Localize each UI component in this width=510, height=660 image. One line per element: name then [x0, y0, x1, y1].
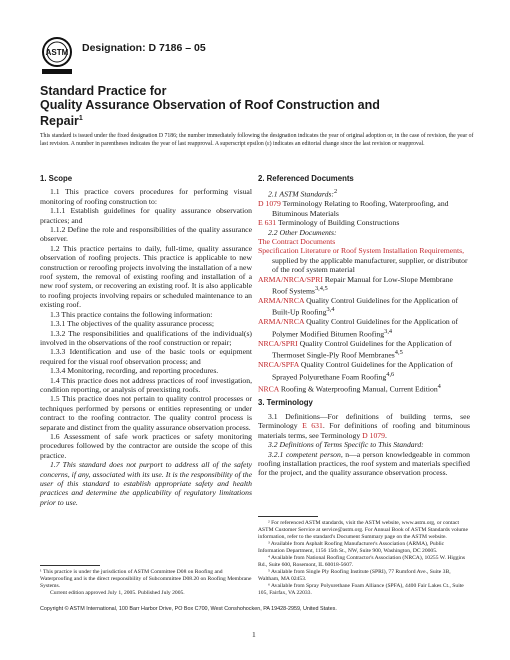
scope-1-1-1: 1.1.1 Establish guidelines for quality assurance observation practices; and	[40, 206, 252, 225]
footnote-3: ³ Available from Asphalt Roofing Manufacturer's Association (ARMA), Public Information Department, 1156 15th St., NW, Suite 900, Washington, DC 20005.	[258, 541, 445, 554]
footnote-5: ⁵ Available from Single Ply Roofing Institute (SPRI), 77 Rumford Ave., Suite 3B, Waltham, MA 02453.	[258, 569, 451, 582]
ref-e631: E 631 Terminology of Building Constructions	[258, 218, 400, 228]
scope-1-3-2: 1.3.2 The responsibilities and qualifications of the individual(s) involved in the observations of the roof construction or repair;	[40, 328, 252, 347]
issued-note: This standard is issued under the fixed designation D 7186; the number immediately following the designation indicates the year of original adoption or, in the case of revision, the year of last revision. A number in parentheses indicates the year of last reapproval. A superscript epsilon (ε) indicates an editorial change since the last revision or reapproval.	[40, 133, 474, 147]
title-line-1: Standard Practice for	[40, 84, 167, 98]
footnote-1-text: ¹ This practice is under the jurisdiction of ASTM Committee D08 on Roofing and Waterproofing and is the direct responsibility of Subcommittee D08.20 on Roofing Membrane Systems.	[40, 569, 252, 589]
ref-e631-link[interactable]: E 631	[258, 218, 277, 228]
left-column	[40, 174, 252, 507]
ref-d1079-link[interactable]: D 1079	[258, 199, 281, 209]
ref-nrca-manual-link[interactable]: NRCA	[258, 384, 279, 394]
scope-1-6: 1.6 Assessment of safe work practices or safety monitoring procedures followed by the contractor are outside the scope of this practice.	[40, 431, 252, 460]
ref-nrca-spri-link[interactable]: NRCA/SPRI	[258, 338, 298, 348]
scope-1-3-3: 1.3.3 Identification and use of the basic tools or equipment required for the visual roof observation process; and	[40, 347, 252, 366]
svg-text:ASTM: ASTM	[45, 48, 69, 57]
copyright-line: Copyright © ASTM International, 100 Barr Harbor Drive, PO Box C700, West Conshohocken, PA 19428-2959, United States.	[40, 606, 337, 612]
term-3-2: 3.2 Definitions of Terms Specific to This Standard:	[268, 440, 424, 450]
terminology-heading: 3. Terminology	[258, 398, 313, 408]
scope-1-1: 1.1 This practice covers procedures for performing visual monitoring of roofing construction to:	[40, 187, 252, 206]
scope-1-7: 1.7 This standard does not purport to address all of the safety concerns, if any, associated with its use. It is the responsibility of the user of this standard to establish appropriate safety and health practices and determine the applicability of regulatory limitations prior to use.	[40, 460, 252, 507]
footnote-2: ² For referenced ASTM standards, visit the ASTM website, www.astm.org, or contact ASTM Customer Service at service@astm.org. For Annual Book of ASTM Standards volume information, refer to the standard's Document Summary page on the ASTM website.	[258, 520, 468, 540]
footnote-rule-right	[258, 516, 318, 517]
page-number: 1	[252, 630, 256, 639]
title-line-3: Repair$^1$	[40, 114, 83, 129]
scope-1-4: 1.4 This practice does not address practices of roof investigation, condition reporting, or analysis of preexisting roofs.	[40, 375, 252, 394]
term-e631-link[interactable]: E 631	[302, 421, 323, 431]
scope-1-3: 1.3 This practice contains the following information:	[50, 309, 213, 319]
scope-1-1-2: 1.1.2 Define the role and responsibilities of the quality assurance observer.	[40, 225, 252, 244]
astm-logo	[40, 36, 74, 76]
ref-arma-nrca-spri: ARMA/NRCA/SPRI Repair Manual for Low-Slope Membrane Roof Systems$^{3,4,5}$	[258, 274, 453, 296]
footnote-6: ⁶ Available from Spray Polyurethane Foam Alliance (SPFA), 4400 Fair Lakes Ct., Suite 105, Fairfax, VA 22033.	[258, 583, 464, 596]
ref-nrca-spfa-link[interactable]: NRCA/SPFA	[258, 360, 299, 370]
ref-arma-nrca-bur: ARMA/NRCA Quality Control Guidelines for the Application of Built-Up Roofing$^{3,4}$	[258, 296, 459, 317]
ref-arma-nrca-pmb: ARMA/NRCA Quality Control Guidelines for the Application of Polymer Modified Bitumen Roofing$^{3,4}$	[258, 317, 459, 339]
footnote-rule	[40, 565, 100, 566]
ref-spec-link[interactable]: Specification Literature or Roof System Installation Requirements,	[258, 246, 465, 256]
term-d1079-link[interactable]: D 1079	[362, 430, 385, 440]
ref-arma-nrca-pmb-link[interactable]: ARMA/NRCA	[258, 317, 305, 327]
footnotes-right	[258, 516, 470, 597]
other-documents-label: 2.2 Other Documents:	[268, 227, 337, 237]
references-heading: 2. Referenced Documents	[258, 174, 354, 183]
designation: Designation: D 7186 – 05	[82, 42, 206, 54]
scope-heading: 1. Scope	[40, 174, 73, 183]
footnote-4: ⁴ Available from National Roofing Contractor's Association (NRCA), 10255 W. Higgins Rd., Suite 600, Rosemont, IL 60018-5607.	[258, 555, 466, 568]
document-title	[40, 84, 480, 128]
ref-spec-literature: Specification Literature or Roof System Installation Requirements, supplied by the applicable manufacturer, supplier, or distributor of the roof system material	[258, 246, 468, 275]
scope-1-3-1: 1.3.1 The objectives of the quality assurance process;	[50, 319, 215, 329]
term-3-2-1: 3.2.1 competent person, n—a person knowledgeable in common roofing installation practices, the roof system and materials specified for the project, and the quality assurance observation process.	[258, 449, 470, 478]
scope-1-2: 1.2 This practice pertains to daily, full-time, quality assurance observation of roofing projects. This practice is applicable to new construction or reroofing projects involving the installation of a new roof system, the removal of existing roofing and installation of a new roof system, or recovering an existing roof. It is also applicable to roofing projects involving repairs or scheduled maintenance to an existing roof.	[40, 243, 252, 310]
ref-nrca-manual: NRCA Roofing & Waterproofing Manual, Current Edition$^4$	[258, 382, 441, 394]
right-column	[258, 174, 470, 478]
scope-1-5: 1.5 This practice does not pertain to quality control processes or techniques performed by persons or entities representing or under contract to the roofing contractor. The quality control process is separate and distinct from the quality assurance observation process.	[40, 394, 252, 432]
ref-arma-nrca-bur-link[interactable]: ARMA/NRCA	[258, 296, 305, 305]
ref-d1079: D 1079 Terminology Relating to Roofing, Waterproofing, and Bituminous Materials	[258, 199, 449, 218]
ref-contract-documents[interactable]: The Contract Documents	[258, 237, 336, 246]
footnote-1-approved: Current edition approved July 1, 2005. Published July 2005.	[50, 590, 185, 596]
scope-1-3-4: 1.3.4 Monitoring, recording, and reporting procedures.	[50, 366, 219, 376]
term-3-1: 3.1 Definitions—For definitions of building terms, see Terminology E 631. For definitions of roofing and bituminous materials terms, see Terminology D 1079.	[258, 411, 471, 440]
title-line-2: Quality Assurance Observation of Roof Construction and	[40, 98, 380, 112]
ref-nrca-spri: NRCA/SPRI Quality Control Guidelines for the Application of Thermoset Single-Ply Roof Membranes$^{4,5}$	[258, 338, 452, 360]
ref-nrca-spfa: NRCA/SPFA Quality Control Guidelines for the Application of Sprayed Polyurethane Foam Roofing$^{4,6}$	[258, 360, 453, 382]
footnote-1	[40, 565, 252, 597]
ref-arma-nrca-spri-link[interactable]: ARMA/NRCA/SPRI	[258, 274, 323, 284]
astm-standards-label: 2.1 ASTM Standards:$^2$	[268, 188, 338, 199]
